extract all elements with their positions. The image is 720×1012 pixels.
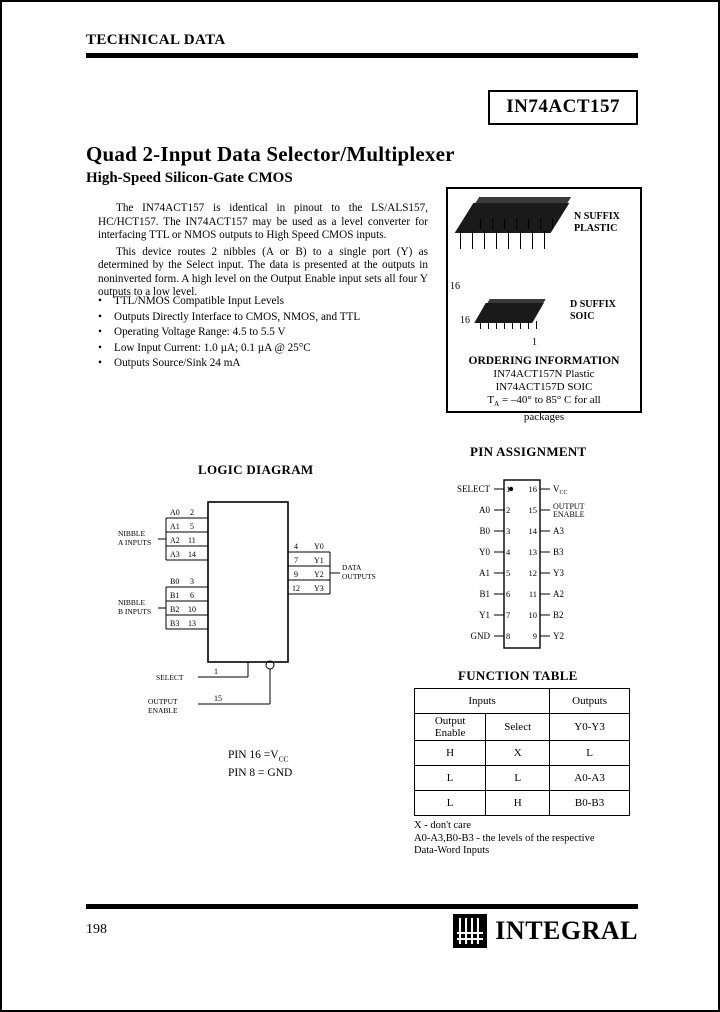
soic-pin-1-label: 1	[532, 337, 537, 348]
logic-y0-pin: 4	[294, 542, 298, 551]
page-title: Quad 2-Input Data Selector/Multiplexer	[86, 142, 455, 166]
logic-oe-label-1: OUTPUT	[148, 697, 178, 706]
soic-body	[474, 303, 544, 323]
logic-y0-label: Y0	[314, 542, 324, 551]
pin-number-4: 4	[506, 547, 511, 557]
logic-y3-pin: 12	[292, 584, 300, 593]
description-paragraph-1: The IN74ACT157 is identical in pinout to the LS/ALS157, HC/HCT157. The IN74ACT157 may be used as a level converter for interfacing TTL or NMOS outputs to High Speed CMOS inputs.	[98, 202, 428, 241]
list-item	[98, 356, 448, 372]
pin-label-a2: A2	[553, 589, 564, 599]
logic-b1-label: B1	[170, 591, 180, 600]
logic-y1-label: Y1	[314, 556, 324, 565]
logic-a3-label: A3	[170, 550, 180, 559]
pin-label-a0: A0	[479, 505, 490, 515]
nibble-a-label-1: NIBBLE	[118, 529, 146, 538]
bullet-icon: •	[98, 295, 102, 307]
list-item	[98, 325, 448, 341]
logic-b0-label: B0	[170, 577, 180, 586]
logic-b0-pin: 3	[190, 577, 194, 586]
pin-label-b1: B1	[479, 589, 490, 599]
soic-pin-16-label: 16	[460, 315, 470, 326]
list-item	[98, 310, 448, 326]
logic-b3-label: B3	[170, 619, 180, 628]
function-table	[414, 688, 630, 816]
page-content	[58, 32, 666, 984]
nibble-b-label-2: B INPUTS	[118, 607, 152, 616]
feature-text: Operating Voltage Range: 4.5 to 5.5 V	[114, 326, 286, 338]
pin-number-11: 11	[528, 589, 537, 599]
dip-pin-16-label: 16	[450, 281, 460, 292]
pin-number-1: 1	[506, 484, 511, 494]
dip-package-illustration	[456, 197, 568, 275]
table-row	[415, 741, 630, 766]
note-line-2: A0-A3,B0-B3 - the levels of the respective	[414, 832, 595, 844]
logic-oe-pin: 15	[214, 694, 222, 703]
ordering-line-2: IN74ACT157D SOIC	[495, 381, 593, 393]
logic-b3-pin: 13	[188, 619, 196, 628]
dip-pins	[456, 227, 568, 267]
company-name: INTEGRAL	[495, 916, 638, 945]
data-outputs-label-2: OUTPUTS	[342, 572, 376, 581]
logic-a1-pin: 5	[190, 522, 194, 531]
pin-number-14: 14	[528, 526, 537, 536]
pin-label-b0: B0	[479, 526, 490, 536]
feature-text: Low Input Current: 1.0 µA; 0.1 µA @ 25°C	[114, 341, 311, 354]
data-outputs-label-1: DATA	[342, 563, 362, 572]
cell-select: H	[486, 791, 550, 816]
page-number: 198	[86, 922, 107, 937]
logic-b2-pin: 10	[188, 605, 196, 614]
description-block	[98, 202, 428, 303]
pin-8-note: PIN 8 = GND	[228, 767, 293, 780]
header-select: Select	[486, 714, 550, 741]
pin-label-select: SELECT	[457, 484, 490, 494]
power-pin-note	[228, 748, 292, 780]
footer-rule	[86, 904, 638, 909]
pin-number-13: 13	[528, 547, 537, 557]
pin-number-9: 9	[532, 631, 537, 641]
nibble-b-label-1: NIBBLE	[118, 598, 146, 607]
pin-assignment-diagram	[448, 472, 658, 662]
logic-y1-pin: 7	[294, 556, 298, 565]
feature-text: Outputs Source/Sink 24 mA	[114, 357, 241, 369]
ordering-temp-range: $T_A = -40^\circ$ to 85° C for all	[487, 394, 601, 409]
pin-number-7: 7	[506, 610, 511, 620]
pin-label-y1: Y1	[479, 610, 490, 620]
logic-select-pin: 1	[214, 667, 218, 676]
pin-label-a1: A1	[479, 568, 490, 578]
description-paragraph-2: This device routes 2 nibbles (A or B) to a single port (Y) as determined by the Select input. The data is presented at the outputs in noninverted form. A high level on the Output Enable input sets all four Y outputs to a low level.	[98, 245, 428, 298]
header-rule	[86, 53, 638, 58]
logic-oe-label-2: ENABLE	[148, 706, 178, 715]
note-line-1: X - don't care	[414, 820, 471, 831]
features-list	[98, 294, 448, 372]
pin-label-gnd: GND	[470, 631, 490, 641]
table-subheader-row	[415, 714, 630, 741]
d-suffix-label: D SUFFIX SOIC	[570, 299, 616, 322]
logic-diagram-heading: LOGIC DIAGRAM	[198, 462, 314, 477]
part-number-box: IN74ACT157	[488, 90, 638, 125]
bullet-icon: •	[98, 326, 102, 338]
pin-label-output-enable-2: ENABLE	[553, 510, 585, 519]
bullet-icon: •	[98, 310, 102, 323]
logic-a0-pin: 2	[190, 508, 194, 517]
logic-diagram	[118, 482, 418, 732]
table-row	[415, 791, 630, 816]
table-row	[415, 766, 630, 791]
bullet-icon: •	[98, 357, 102, 369]
package-info-box	[446, 187, 642, 424]
pin-label-y3: Y3	[553, 568, 564, 578]
list-item	[98, 341, 448, 357]
logic-a2-label: A2	[170, 536, 180, 545]
cell-output: B0-B3	[550, 791, 630, 816]
pin-label-vcc: $V_{CC}$	[553, 484, 568, 496]
header-y0-y3: Y0-Y3	[550, 714, 630, 741]
logic-b2-label: B2	[170, 605, 180, 614]
pin-label-y0: Y0	[479, 547, 490, 557]
pin-number-15: 15	[528, 505, 537, 515]
ordering-information	[448, 355, 640, 424]
list-item	[98, 294, 448, 310]
pin-number-12: 12	[528, 568, 537, 578]
pin-label-a3: A3	[553, 526, 564, 536]
feature-text: Outputs Directly Interface to CMOS, NMOS, and TTL	[114, 310, 361, 323]
note-line-3: Data-Word Inputs	[414, 845, 490, 856]
pin-number-10: 10	[528, 610, 537, 620]
header-output-enable: Output Enable	[415, 714, 486, 741]
function-table-note	[414, 820, 650, 858]
ordering-line-1: IN74ACT157N Plastic	[493, 368, 595, 380]
pin-label-output-enable-1: OUTPUT	[553, 502, 585, 511]
table-header-row	[415, 689, 630, 714]
cell-output: A0-A3	[550, 766, 630, 791]
logic-a2-pin: 11	[188, 536, 196, 545]
soic-package-illustration	[474, 299, 554, 339]
logic-y2-label: Y2	[314, 570, 324, 579]
bullet-icon: •	[98, 341, 102, 354]
logic-select-label: SELECT	[156, 673, 184, 682]
logic-y3-label: Y3	[314, 584, 324, 593]
cell-oe: L	[415, 791, 486, 816]
pin-number-5: 5	[506, 568, 511, 578]
header-outputs: Outputs	[550, 689, 630, 714]
pin-number-2: 2	[506, 505, 511, 515]
pin-assignment-heading: PIN ASSIGNMENT	[470, 444, 587, 459]
function-table-heading: FUNCTION TABLE	[458, 668, 578, 683]
feature-text: TTL/NMOS Compatible Input Levels	[114, 295, 284, 307]
header-inputs: Inputs	[415, 689, 550, 714]
cell-output: L	[550, 741, 630, 766]
pin-label-b3: B3	[553, 547, 564, 557]
pin-number-16: 16	[528, 484, 537, 494]
logic-a1-label: A1	[170, 522, 180, 531]
technical-data-heading: TECHNICAL DATA	[86, 32, 226, 48]
pin-number-3: 3	[506, 526, 511, 536]
pin-number-8: 8	[506, 631, 511, 641]
logic-y2-pin: 9	[294, 570, 298, 579]
pin-label-b2: B2	[553, 610, 564, 620]
cell-select: X	[486, 741, 550, 766]
company-logo	[453, 914, 638, 948]
pin-label-y2: Y2	[553, 631, 564, 641]
logic-a3-pin: 14	[188, 550, 196, 559]
pin-16-note: PIN $16 =V_{CC}$	[228, 749, 289, 764]
ordering-heading: ORDERING INFORMATION	[468, 355, 620, 367]
integral-logo-icon	[453, 914, 487, 948]
n-suffix-label: N SUFFIX PLASTIC	[574, 211, 620, 234]
logic-b1-pin: 6	[190, 591, 194, 600]
cell-select: L	[486, 766, 550, 791]
cell-oe: H	[415, 741, 486, 766]
ordering-line-4: packages	[523, 411, 565, 424]
logic-a0-label: A0	[170, 508, 180, 517]
page-subtitle: High-Speed Silicon-Gate CMOS	[86, 170, 293, 186]
pin-number-6: 6	[506, 589, 511, 599]
cell-oe: L	[415, 766, 486, 791]
nibble-a-label-2: A INPUTS	[118, 538, 152, 547]
